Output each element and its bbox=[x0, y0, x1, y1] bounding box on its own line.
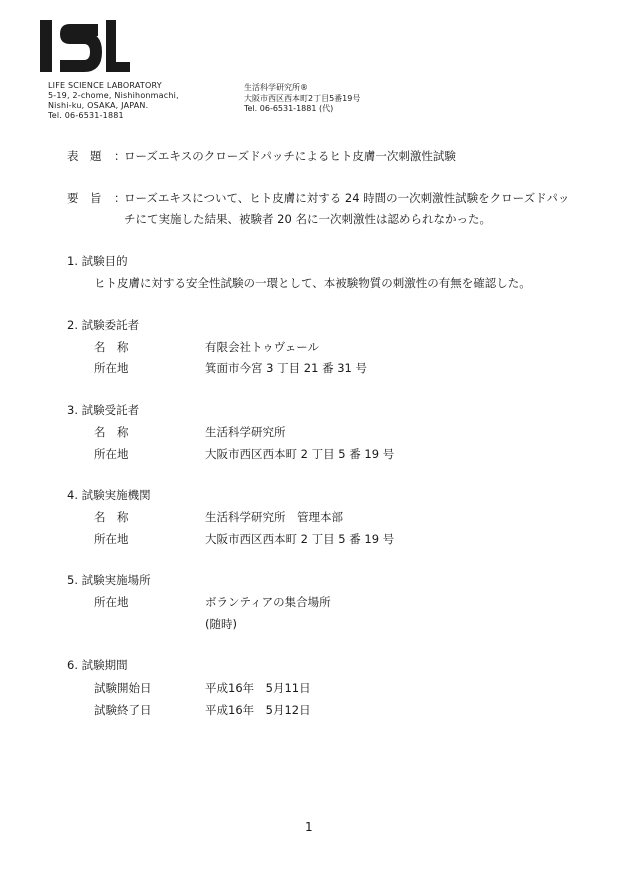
address-jp-line: 大阪市西区西本町2丁目5番19号 bbox=[244, 93, 361, 103]
section-3-heading: 3. 試験受託者 bbox=[67, 403, 140, 417]
page-number: 1 bbox=[305, 820, 313, 834]
section-3-name-value: 生活科学研究所 bbox=[205, 425, 286, 439]
section-4-heading: 4. 試験実施機関 bbox=[67, 488, 151, 502]
section-2-address-label: 所在地 bbox=[94, 361, 129, 375]
section-5-heading: 5. 試験実施場所 bbox=[67, 573, 151, 587]
summary-line-1: ローズエキスについて、ヒト皮膚に対する 24 時間の一次刺激性試験をクローズドパッ bbox=[124, 191, 570, 205]
title-colon: ： bbox=[114, 149, 126, 163]
section-1-heading: 1. 試験目的 bbox=[67, 254, 128, 268]
section-5-address-value: ボランティアの集合場所 bbox=[205, 595, 331, 609]
section-3-address-label: 所在地 bbox=[94, 447, 129, 461]
section-6-end-value: 平成16年 5月12日 bbox=[205, 703, 311, 717]
section-4-name-value: 生活科学研究所 管理本部 bbox=[205, 510, 343, 524]
address-en-line: Nishi-ku, OSAKA, JAPAN. bbox=[48, 101, 149, 110]
section-2-name-label: 名 称 bbox=[94, 340, 129, 354]
section-4-address-label: 所在地 bbox=[94, 532, 129, 546]
summary-line-2: チにて実施した結果、被験者 20 名に一次刺激性は認められなかった。 bbox=[124, 212, 491, 226]
section-2-heading: 2. 試験委託者 bbox=[67, 318, 140, 332]
section-6-end-label: 試験終了日 bbox=[94, 703, 152, 717]
section-4-address-value: 大阪市西区西本町 2 丁目 5 番 19 号 bbox=[205, 532, 395, 546]
section-5-note: (随時) bbox=[205, 617, 237, 631]
address-en bbox=[48, 81, 179, 121]
section-4-name-label: 名 称 bbox=[94, 510, 129, 524]
section-5-address-label: 所在地 bbox=[94, 595, 129, 609]
section-2-address-value: 箕面市今宮 3 丁目 21 番 31 号 bbox=[205, 361, 368, 375]
address-jp bbox=[244, 83, 360, 115]
title-text: ローズエキスのクローズドパッチによるヒト皮膚一次刺激性試験 bbox=[124, 149, 456, 163]
section-2-name-value: 有限会社トゥヴェール bbox=[205, 340, 320, 354]
address-en-line: Tel. 06-6531-1881 bbox=[48, 111, 124, 120]
section-6-start-value: 平成16年 5月11日 bbox=[205, 681, 311, 695]
isl-logo bbox=[40, 18, 130, 74]
title-label: 表 題 bbox=[67, 149, 102, 163]
address-jp-line: Tel. 06-6531-1881 (代) bbox=[244, 104, 334, 113]
section-1-text: ヒト皮膚に対する安全性試験の一環として、本被験物質の刺激性の有無を確認した。 bbox=[94, 276, 531, 290]
section-3-name-label: 名 称 bbox=[94, 425, 129, 439]
summary-label: 要 旨 bbox=[67, 191, 102, 205]
address-en-line: 5-19, 2-chome, Nishihonmachi, bbox=[48, 91, 179, 100]
section-3-address-value: 大阪市西区西本町 2 丁目 5 番 19 号 bbox=[205, 447, 395, 461]
summary-colon: ： bbox=[114, 191, 126, 205]
section-6-heading: 6. 試験期間 bbox=[67, 658, 128, 672]
section-6-start-label: 試験開始日 bbox=[94, 681, 152, 695]
address-jp-line: 生活科学研究所® bbox=[244, 83, 308, 92]
address-en-line: LIFE SCIENCE LABORATORY bbox=[48, 81, 162, 90]
